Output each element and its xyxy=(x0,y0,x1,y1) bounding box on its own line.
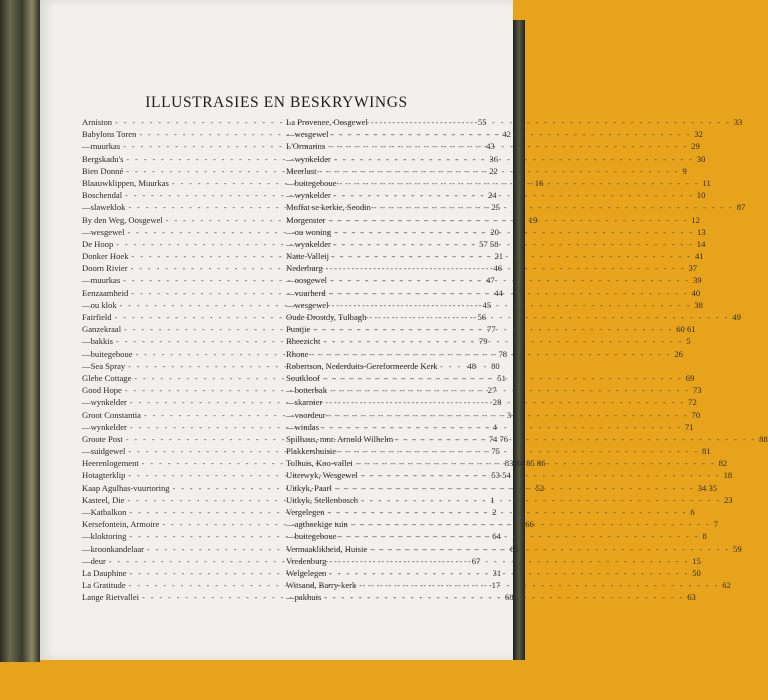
dot-leader xyxy=(336,446,702,458)
entry-page-number: 83 84 85 86 xyxy=(504,458,546,469)
dot-leader xyxy=(320,373,686,385)
entry-page-number: 70 xyxy=(691,409,701,420)
entry-name: La Provence, Oosgewel xyxy=(286,117,368,127)
entry-page-number: 55 xyxy=(477,117,487,127)
entry-page-number: 59 xyxy=(733,543,742,554)
entry-name: Uiterwyk, Wesgewel xyxy=(286,470,358,481)
entry-name: —deur xyxy=(82,555,106,566)
entry-name: —slaweklok xyxy=(82,202,126,213)
dot-leader xyxy=(327,275,693,287)
entry-page-number: 29 xyxy=(691,141,700,152)
dot-leader xyxy=(328,129,694,141)
entry-page-number: 7 xyxy=(713,519,719,530)
entry-page-number: 38 xyxy=(694,299,703,310)
entry-name: Bergskadu's xyxy=(82,153,124,164)
entry-name: Soutkloof xyxy=(286,372,320,383)
entry-page-number: 39 xyxy=(692,275,702,286)
entry-name: —wynkelder xyxy=(286,190,331,201)
entry-name: Kasteel, Die xyxy=(82,494,125,505)
entry-page-number: 52 xyxy=(535,482,545,493)
entry-name: —wesgewel xyxy=(286,299,329,310)
entry-page-number: 2 xyxy=(492,507,497,517)
entry-name: —vuurherd xyxy=(286,287,326,298)
dot-leader xyxy=(326,556,692,568)
entry-page-number: 68 xyxy=(504,592,514,603)
dot-leader xyxy=(368,117,734,129)
entry-page-number: 20 xyxy=(490,226,499,237)
entry-page-number: 34 35 xyxy=(697,482,718,493)
entry-name: Welgelegen xyxy=(286,567,327,578)
entry-page-number: 16 xyxy=(534,177,544,188)
entry-page-number: 72 xyxy=(688,397,697,408)
entry-name: —suidgewel xyxy=(82,446,126,457)
dot-leader xyxy=(321,592,687,604)
entry-name: Bien Donné xyxy=(82,165,124,176)
entry-name: Glebe Cottage xyxy=(82,372,132,383)
entry-name: Heerenlogement xyxy=(82,458,139,469)
entry-page-number: 46 xyxy=(493,263,503,274)
entry-name: —buitegeboue xyxy=(286,177,337,188)
dot-leader xyxy=(326,288,692,300)
entry-page-number: 50 xyxy=(692,567,701,578)
entry-name: Plakkershuisie xyxy=(286,446,337,457)
dot-leader xyxy=(320,336,686,348)
dot-leader xyxy=(337,178,703,190)
dot-leader xyxy=(331,227,697,239)
entry-page-number: 9 xyxy=(682,165,687,176)
entry-name: —wesgewel xyxy=(82,226,125,237)
entry-name: Witsand, Barry-kerk xyxy=(286,580,357,591)
entry-name: Boschendal xyxy=(82,190,123,201)
entry-page-number: 48 xyxy=(467,360,476,371)
entry-page-number: 73 xyxy=(692,385,702,396)
entry-page-number: 1 xyxy=(490,494,495,505)
entry-name: Doorn Rivier xyxy=(82,263,128,274)
index-entry xyxy=(286,421,694,433)
entry-page-number: 65 xyxy=(509,543,519,554)
entry-name: Fairfield xyxy=(82,312,112,322)
entry-name: Hotagterklip xyxy=(82,470,126,481)
entry-page-number: 47 xyxy=(486,275,495,286)
entry-name: Vredenburg xyxy=(286,555,327,566)
book-spine-edge xyxy=(0,0,40,662)
index-entry xyxy=(286,409,701,421)
entry-name: Natte Valleij xyxy=(286,251,330,262)
entry-page-number: 37 xyxy=(688,263,698,274)
entry-page-number: 24 xyxy=(488,190,497,201)
index-entry xyxy=(286,494,733,506)
entry-page-number: 51 xyxy=(497,372,506,383)
entry-name: Oude Drostdy, Tulbagh xyxy=(286,312,367,322)
entry-name: De Hoop xyxy=(82,238,114,249)
entry-name: By den Weg, Oosgewel xyxy=(82,214,163,225)
entry-name: —wynkelder xyxy=(82,397,127,408)
entry-name: L'Ormarins xyxy=(286,141,326,152)
entry-name: —wynkelder xyxy=(82,421,127,432)
entry-page-number: 4 xyxy=(492,421,498,432)
entry-page-number: 81 xyxy=(702,446,711,457)
entry-page-number: 11 xyxy=(702,177,711,188)
dot-leader xyxy=(323,263,689,275)
entry-name: Vergelegen xyxy=(286,507,325,517)
entry-name: —agthoekige tuin xyxy=(286,519,348,530)
dot-leader xyxy=(367,544,733,556)
entry-page-number: 15 xyxy=(692,555,701,566)
entry-page-number: 79 xyxy=(478,336,488,347)
index-entry xyxy=(286,555,701,567)
entry-page-number: 60 61 xyxy=(676,324,696,335)
entry-page-number: 67 xyxy=(471,555,481,566)
entry-page-number: 56 xyxy=(477,312,487,322)
entry-name: —bakkis xyxy=(82,336,114,347)
entry-name: —kloktoring xyxy=(82,531,127,542)
dot-leader xyxy=(358,470,724,482)
dot-leader xyxy=(356,580,722,592)
index-entry xyxy=(286,506,695,518)
dot-leader xyxy=(328,300,694,312)
entry-page-number: 33 xyxy=(733,117,743,127)
dot-leader xyxy=(358,495,724,507)
entry-page-number: 13 xyxy=(697,226,706,237)
entry-page-number: 5 xyxy=(686,336,691,347)
entry-name: Rheezicht xyxy=(286,336,321,347)
entry-name: Puntjie xyxy=(286,324,311,335)
entry-name: Good Hope xyxy=(82,385,122,396)
entry-name: —ou klok xyxy=(82,299,117,310)
dot-leader xyxy=(325,215,691,227)
entry-name: Morgenster xyxy=(286,214,326,225)
entry-page-number: 49 xyxy=(732,312,741,322)
dot-leader xyxy=(331,154,697,166)
entry-page-number: 3 xyxy=(506,409,512,420)
entry-name: Lange Rietvallei xyxy=(82,592,140,603)
dot-leader xyxy=(310,324,676,336)
entry-name: —buitegeboue xyxy=(286,531,337,542)
entry-page-number: 10 xyxy=(696,190,706,201)
entry-page-number: 62 xyxy=(722,580,731,591)
dot-leader xyxy=(337,531,703,543)
entry-page-number: 75 xyxy=(491,446,500,457)
entry-page-number: 43 xyxy=(486,141,495,152)
dot-leader xyxy=(326,410,692,422)
entry-page-number: 31 xyxy=(492,567,502,578)
entry-name: —muurkas xyxy=(82,141,121,152)
dot-leader xyxy=(332,483,698,495)
entry-page-number: 66 xyxy=(525,519,534,530)
dot-leader xyxy=(353,458,719,470)
entry-name: Rhone xyxy=(286,348,309,359)
entry-name: Nederburg xyxy=(286,263,323,274)
entry-name: —Sea Spray xyxy=(82,360,126,371)
entry-name: —pakhuis xyxy=(286,592,322,603)
entry-page-number: 88 xyxy=(759,433,768,444)
entry-page-number: 26 xyxy=(674,348,683,359)
page-title: ILLUSTRASIES EN BESKRYWINGS xyxy=(145,94,408,111)
dot-leader xyxy=(327,385,693,397)
entry-name: Donker Hoek xyxy=(82,251,129,262)
entry-name: Eenzaamheid xyxy=(82,287,129,298)
book-page xyxy=(40,0,768,660)
entry-name: Spilhaus, mnr. Arnold Wilhelm xyxy=(286,433,394,444)
entry-page-number: 14 xyxy=(696,238,706,249)
entry-page-number: 8 xyxy=(702,531,707,542)
entry-name: —ou woning xyxy=(286,226,332,237)
entry-page-number: 32 xyxy=(694,129,703,140)
entry-page-number: 41 xyxy=(694,251,704,262)
entry-page-number: 53 54 xyxy=(491,470,511,481)
dot-leader xyxy=(322,397,688,409)
entry-page-number: 45 xyxy=(482,299,492,310)
entry-name: Groot Constantia xyxy=(82,409,141,420)
entry-page-number: 18 xyxy=(723,470,733,481)
entry-page-number: 36 xyxy=(489,153,498,164)
entry-page-number: 12 xyxy=(691,214,700,225)
entry-page-number: 77 xyxy=(487,324,496,335)
entry-page-number: 44 xyxy=(494,287,503,298)
entry-name: Meerlust xyxy=(286,165,317,176)
entry-page-number: 80 xyxy=(491,360,500,371)
entry-name: Uitkyk, Stellenbosch xyxy=(286,494,359,505)
dot-leader xyxy=(325,141,691,153)
entry-name: —windas xyxy=(286,421,319,432)
entry-page-number: 71 xyxy=(684,421,694,432)
entry-name: Ganzekraal xyxy=(82,324,122,335)
entry-name: —muurkas xyxy=(82,275,121,286)
entry-page-number: 6 xyxy=(690,507,695,517)
index-entry xyxy=(286,360,476,372)
entry-page-number: 27 xyxy=(487,385,497,396)
entry-name: Kaap Agulhas-vuurtoring xyxy=(82,482,170,493)
entry-page-number: 19 xyxy=(528,214,538,225)
entry-name: Kersefontein, Armoire xyxy=(82,519,160,530)
dot-leader xyxy=(329,251,695,263)
entry-name: La Gratitude xyxy=(82,580,126,591)
entry-page-number: 64 xyxy=(492,531,501,542)
entry-name: Vermaaklikheid, Huisie xyxy=(286,543,368,554)
entry-name: —wesgewel xyxy=(286,129,329,140)
entry-page-number: 25 xyxy=(491,202,500,213)
entry-page-number: 22 xyxy=(489,165,498,176)
entry-page-number: 69 xyxy=(685,372,695,383)
entry-page-number: 21 xyxy=(494,251,504,262)
entry-name: —Katbalkon xyxy=(82,507,127,517)
entry-page-number: 57 58 xyxy=(479,238,499,249)
entry-name: —wynkelder xyxy=(286,153,331,164)
entry-name: —buitegeboue xyxy=(82,348,133,359)
entry-page-number: 82 xyxy=(718,458,728,469)
dot-leader xyxy=(348,519,714,531)
entry-name: —skarnier xyxy=(286,397,323,408)
entry-name: Robertson, Nederduits-Gereformeerde Kerk xyxy=(286,360,438,371)
dot-leader xyxy=(331,239,697,251)
entry-page-number: 28 xyxy=(492,397,502,408)
entry-page-number: 40 xyxy=(691,287,701,298)
dot-leader xyxy=(371,202,737,214)
entry-name: Groote Post xyxy=(82,433,123,444)
entry-page-number: 74 76 xyxy=(488,433,509,444)
dot-leader xyxy=(331,190,697,202)
entry-page-number: 30 xyxy=(696,153,706,164)
dot-leader xyxy=(317,166,683,178)
entry-name: Arniston xyxy=(82,117,113,127)
entry-page-number: 42 xyxy=(502,129,511,140)
entry-page-number: 17 xyxy=(491,580,501,591)
entry-name: —oosgewel xyxy=(286,275,328,286)
entry-name: La Dauphine xyxy=(82,567,127,578)
entry-name: Tolhuis, Koo-vallei xyxy=(286,458,353,469)
entry-name: —botterbak xyxy=(286,385,328,396)
entry-name: —voordeur xyxy=(286,409,326,420)
entry-page-number: 78 xyxy=(498,348,508,359)
entry-page-number: 87 xyxy=(736,202,746,213)
entry-name: Blaauwklippen, Muurkas xyxy=(82,177,169,188)
dot-leader xyxy=(325,507,691,519)
entry-name: Uitkyk, Paarl xyxy=(286,482,332,493)
entry-page-number: 63 xyxy=(687,592,696,603)
entry-name: Moffat se kerkie, Seodin xyxy=(286,202,371,213)
entry-page-number: 23 xyxy=(723,494,733,505)
entry-name: —kroonkandelaar xyxy=(82,543,145,554)
entry-name: Babylons Toren xyxy=(82,129,137,140)
dot-leader xyxy=(326,568,692,580)
entry-name: —wynkelder xyxy=(286,238,331,249)
